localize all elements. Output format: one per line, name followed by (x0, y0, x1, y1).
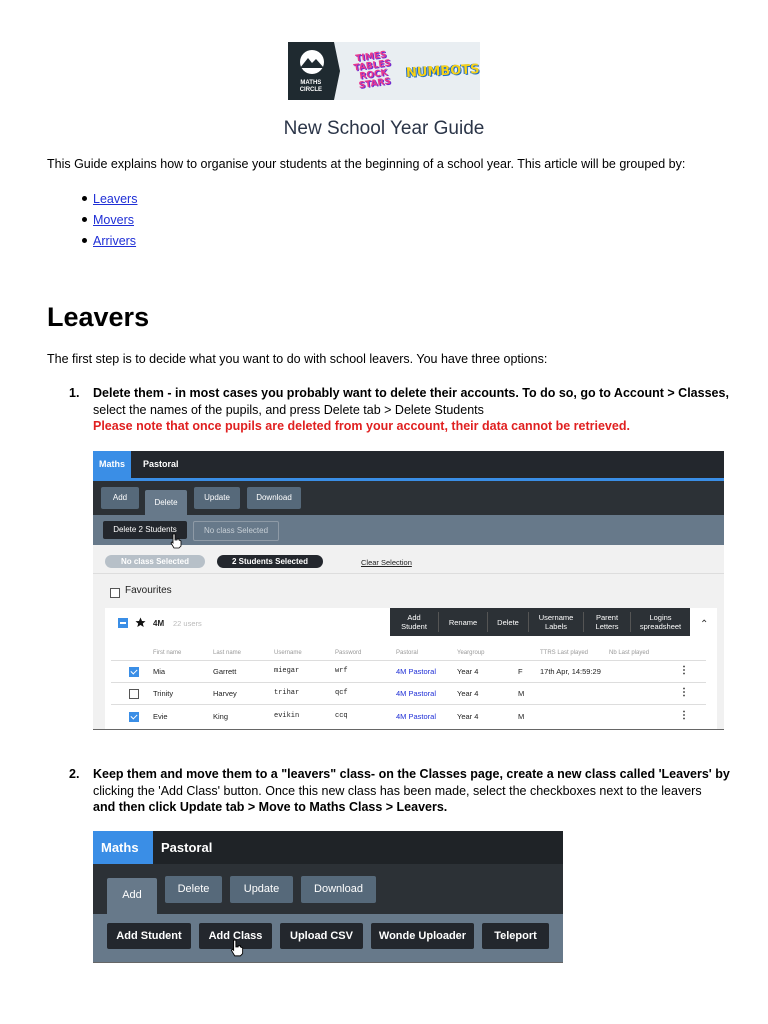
cell-first-name: Trinity (153, 689, 174, 698)
ttrs-logo-text: TIMES TABLES ROCK STARS (353, 50, 392, 92)
update-tab-button[interactable]: Update (194, 487, 240, 509)
cell-yeargroup: Year 4 (457, 667, 479, 676)
bullet-icon (82, 196, 87, 201)
toc-link-movers[interactable]: Movers (93, 213, 134, 227)
step1-warning: Please note that once pupils are deleted from your account, their data cannot be retrieved. (93, 419, 630, 433)
column-header: Username (274, 650, 302, 656)
bullet-icon (82, 238, 87, 243)
product-logos (288, 42, 480, 100)
hand-cursor-icon (229, 939, 245, 957)
step2-text (93, 766, 733, 816)
clear-selection-link[interactable]: Clear Selection (361, 558, 412, 567)
toc-item (60, 211, 137, 232)
add-class-button[interactable]: Add Class (199, 923, 272, 949)
star-icon[interactable] (135, 617, 146, 628)
tab-pastoral[interactable]: Pastoral (161, 840, 213, 855)
cell-password: wrf (335, 667, 348, 675)
delete-action[interactable]: Delete (497, 617, 519, 627)
column-header: First name (153, 650, 182, 656)
row-divider (111, 704, 706, 705)
cell-username: evikin (274, 712, 300, 720)
tab-maths[interactable]: Maths (93, 451, 131, 478)
cell-gender: F (518, 667, 523, 676)
row-menu-icon[interactable]: ⋮ (679, 665, 689, 676)
column-header: Pastoral (396, 650, 419, 656)
class-name: 4M (153, 619, 165, 628)
row-menu-icon[interactable]: ⋮ (679, 710, 689, 721)
step-number: 1. (69, 386, 80, 400)
add-student-action[interactable]: Add Student (401, 613, 427, 631)
download-tab-button[interactable]: Download (301, 876, 376, 903)
delete-tab-button[interactable]: Delete (165, 876, 222, 903)
section-heading-leavers: Leavers (47, 302, 150, 332)
column-header: Yeargroup (457, 650, 485, 656)
cell-last-name: Garrett (213, 667, 237, 676)
add-tab-button[interactable]: Add (101, 487, 139, 509)
row-menu-icon[interactable]: ⋮ (679, 687, 689, 698)
cell-first-name: Evie (153, 712, 168, 721)
class-action-bar (390, 608, 690, 636)
sub-toolbar (93, 515, 724, 545)
tab-maths[interactable]: Maths (93, 831, 153, 864)
no-class-selected-pill: No class Selected (105, 555, 205, 568)
parent-letters-action[interactable]: Parent Letters (595, 613, 619, 631)
cell-last-name: Harvey (213, 689, 237, 698)
row-divider (111, 682, 706, 683)
step1-line1-a: Delete them - in most cases you probably want to delete their accounts. To do so, go to (93, 386, 614, 400)
cell-first-name: Mia (153, 667, 166, 676)
add-tab-button[interactable]: Add (107, 878, 157, 915)
update-tab-button[interactable]: Update (230, 876, 293, 903)
username-labels-action[interactable]: Username Labels (538, 613, 574, 631)
ttrs-logo (340, 42, 407, 100)
download-tab-button[interactable]: Download (247, 487, 301, 509)
step1-line1 (93, 385, 733, 402)
cell-pastoral-link[interactable]: 4M Pastoral (396, 712, 437, 721)
logins-spreadsheet-action[interactable]: Logins spreadsheet (639, 613, 682, 631)
step1-text (93, 385, 733, 435)
class-select-checkbox[interactable] (118, 618, 128, 628)
hand-cursor-icon (169, 533, 183, 549)
step-intro: The first step is to decide what you want to do with school leavers. You have three options: (47, 352, 548, 366)
intro-paragraph: This Guide explains how to organise your students at the beginning of a school year. This article will be grouped by: (47, 157, 686, 171)
tab-bar (93, 831, 563, 864)
step1-line2: select the names of the pupils, and press Delete tab > Delete Students (93, 402, 484, 417)
cell-username: trihar (274, 689, 300, 697)
row-divider (111, 660, 706, 661)
numbots-logo (406, 42, 480, 100)
cell-password: qcf (335, 689, 348, 697)
row-checkbox[interactable] (129, 667, 139, 677)
cell-yeargroup: Year 4 (457, 712, 479, 721)
students-selected-pill: 2 Students Selected (217, 555, 323, 568)
cell-gender: M (518, 689, 525, 698)
no-class-selected-button[interactable]: No class Selected (193, 521, 279, 541)
upload-csv-button[interactable]: Upload CSV (280, 923, 363, 949)
cell-last-name: King (213, 712, 229, 721)
top-toolbar (93, 481, 724, 515)
column-header: Last name (213, 650, 242, 656)
row-checkbox[interactable] (129, 689, 139, 699)
step2-line2: clicking the 'Add Class' button. Once this new class has been made, select the checkboxes next to the leavers (93, 783, 702, 798)
favourites-label: Favourites (125, 585, 172, 596)
column-header: Nb Last played (609, 650, 650, 656)
toc-item (60, 190, 137, 211)
teleport-button[interactable]: Teleport (482, 923, 549, 949)
wonde-uploader-button[interactable]: Wonde Uploader (371, 923, 474, 949)
cell-username: miegar (274, 667, 300, 675)
collapse-chevron-icon[interactable]: ⌃ (700, 619, 709, 630)
step-number: 2. (69, 767, 80, 781)
classes-screenshot-delete (93, 451, 724, 730)
class-user-count: 22 users (173, 619, 202, 628)
cell-yeargroup: Year 4 (457, 689, 479, 698)
tab-pastoral[interactable]: Pastoral (143, 459, 179, 469)
add-student-button[interactable]: Add Student (107, 923, 191, 949)
step2-line1: Keep them and move them to a "leavers" class- on the Classes page, create a new class called 'Leavers' by (93, 767, 730, 781)
tab-bar (93, 451, 724, 478)
step2-line3: and then click Update tab > Move to Maths Class > Leavers. (93, 800, 448, 814)
cell-password: ccq (335, 712, 348, 720)
row-checkbox[interactable] (129, 712, 139, 722)
document-title: New School Year Guide (283, 118, 485, 139)
cell-pastoral-link[interactable]: 4M Pastoral (396, 689, 437, 698)
classes-screenshot-add (93, 831, 563, 963)
mountain-icon (288, 46, 336, 80)
maths-circle-text: MATHS CIRCLE (299, 80, 323, 93)
divider (93, 573, 724, 574)
table-of-contents (60, 190, 137, 253)
cell-last-played: 17th Apr, 14:59:29 (540, 667, 601, 676)
step1-line1-c: , (725, 386, 729, 400)
step1-account-classes: Account > Classes (613, 386, 726, 400)
toc-link-leavers[interactable]: Leavers (93, 192, 138, 206)
favourites-checkbox[interactable] (110, 588, 120, 598)
toc-link-arrivers[interactable]: Arrivers (93, 234, 137, 248)
rename-action[interactable]: Rename (448, 617, 478, 627)
numbots-logo-text: NUMBOTS (406, 61, 481, 81)
maths-circle-logo (288, 42, 334, 100)
delete-students-button[interactable]: Delete 2 Students (103, 521, 187, 539)
cell-pastoral-link[interactable]: 4M Pastoral (396, 667, 437, 676)
column-header: TTRS Last played (540, 650, 589, 656)
cell-gender: M (518, 712, 525, 721)
toc-item (60, 232, 137, 253)
bullet-icon (82, 217, 87, 222)
column-header: Password (335, 650, 362, 656)
delete-tab-button[interactable]: Delete (145, 490, 187, 515)
